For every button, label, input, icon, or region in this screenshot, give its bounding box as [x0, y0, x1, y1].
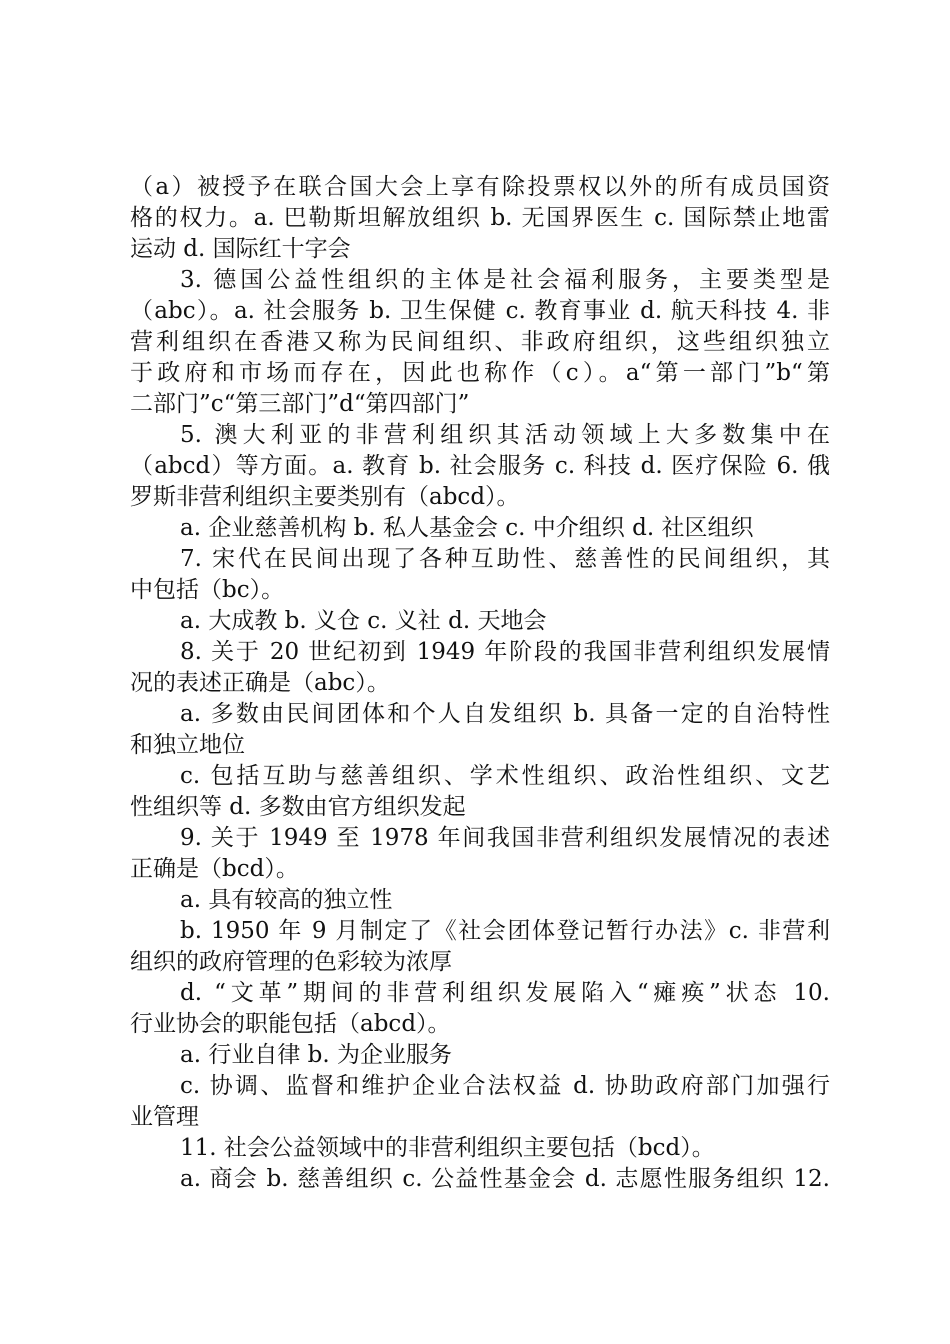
text-line: d. “文革”期间的非营利组织发展陷入“瘫痪”状态 10.	[180, 980, 830, 1006]
text-line: 格的权力。a. 巴勒斯坦解放组织 b. 无国界医生 c. 国际禁止地雷	[130, 205, 830, 231]
text-line: 11. 社会公益领域中的非营利组织主要包括（bcd）。	[180, 1135, 715, 1161]
text-line: 组织的政府管理的色彩较为浓厚	[130, 949, 452, 975]
text-line: （a）被授予在联合国大会上享有除投票权以外的所有成员国资	[130, 174, 830, 200]
text-line: a. 具有较高的独立性	[180, 887, 393, 913]
text-line: a. 多数由民间团体和个人自发组织 b. 具备一定的自治特性	[180, 701, 830, 727]
text-line: （abcd）等方面。a. 教育 b. 社会服务 c. 科技 d. 医疗保险 6. 俄	[130, 453, 830, 479]
text-line: 中包括（bc）。	[130, 577, 285, 603]
text-line: c. 协调、监督和维护企业合法权益 d. 协助政府部门加强行	[180, 1073, 830, 1099]
text-line: 行业协会的职能包括（abcd）。	[130, 1011, 451, 1037]
text-line: a. 大成教 b. 义仓 c. 义社 d. 天地会	[180, 608, 547, 634]
text-line: a. 商会 b. 慈善组织 c. 公益性基金会 d. 志愿性服务组织 12.	[180, 1166, 830, 1192]
text-line: 正确是（bcd）。	[130, 856, 299, 882]
text-line: 9. 关于 1949 至 1978 年间我国非营利组织发展情况的表述	[180, 825, 830, 851]
text-line: a. 行业自律 b. 为企业服务	[180, 1042, 452, 1068]
text-line: 5. 澳大利亚的非营利组织其活动领域上大多数集中在	[180, 422, 830, 448]
text-line: 和独立地位	[130, 732, 245, 758]
document-body	[130, 172, 830, 1195]
text-line: 于政府和市场而存在，因此也称作（c）。a“第一部门”b“第	[130, 360, 830, 386]
text-line: 营利组织在香港又称为民间组织、非政府组织，这些组织独立	[130, 329, 830, 355]
text-line: 运动 d. 国际红十字会	[130, 236, 351, 262]
text-line: 二部门”c“第三部门”d“第四部门”	[130, 391, 470, 417]
text-line: 7. 宋代在民间出现了各种互助性、慈善性的民间组织，其	[180, 546, 830, 572]
text-line: 业管理	[130, 1104, 199, 1130]
text-line: 况的表述正确是（abc）。	[130, 670, 390, 696]
text-line: 罗斯非营利组织主要类别有（abcd）。	[130, 484, 520, 510]
text-line: 3. 德国公益性组织的主体是社会福利服务，主要类型是	[180, 267, 830, 293]
text-line: a. 企业慈善机构 b. 私人基金会 c. 中介组织 d. 社区组织	[180, 515, 754, 541]
text-line: 8. 关于 20 世纪初到 1949 年阶段的我国非营利组织发展情	[180, 639, 830, 665]
text-line: 性组织等 d. 多数由官方组织发起	[130, 794, 466, 820]
text-line: b. 1950 年 9 月制定了《社会团体登记暂行办法》c. 非营利	[180, 918, 830, 944]
text-line: c. 包括互助与慈善组织、学术性组织、政治性组织、文艺	[180, 763, 830, 789]
text-line: （abc）。a. 社会服务 b. 卫生保健 c. 教育事业 d. 航天科技 4. 非	[130, 298, 830, 324]
